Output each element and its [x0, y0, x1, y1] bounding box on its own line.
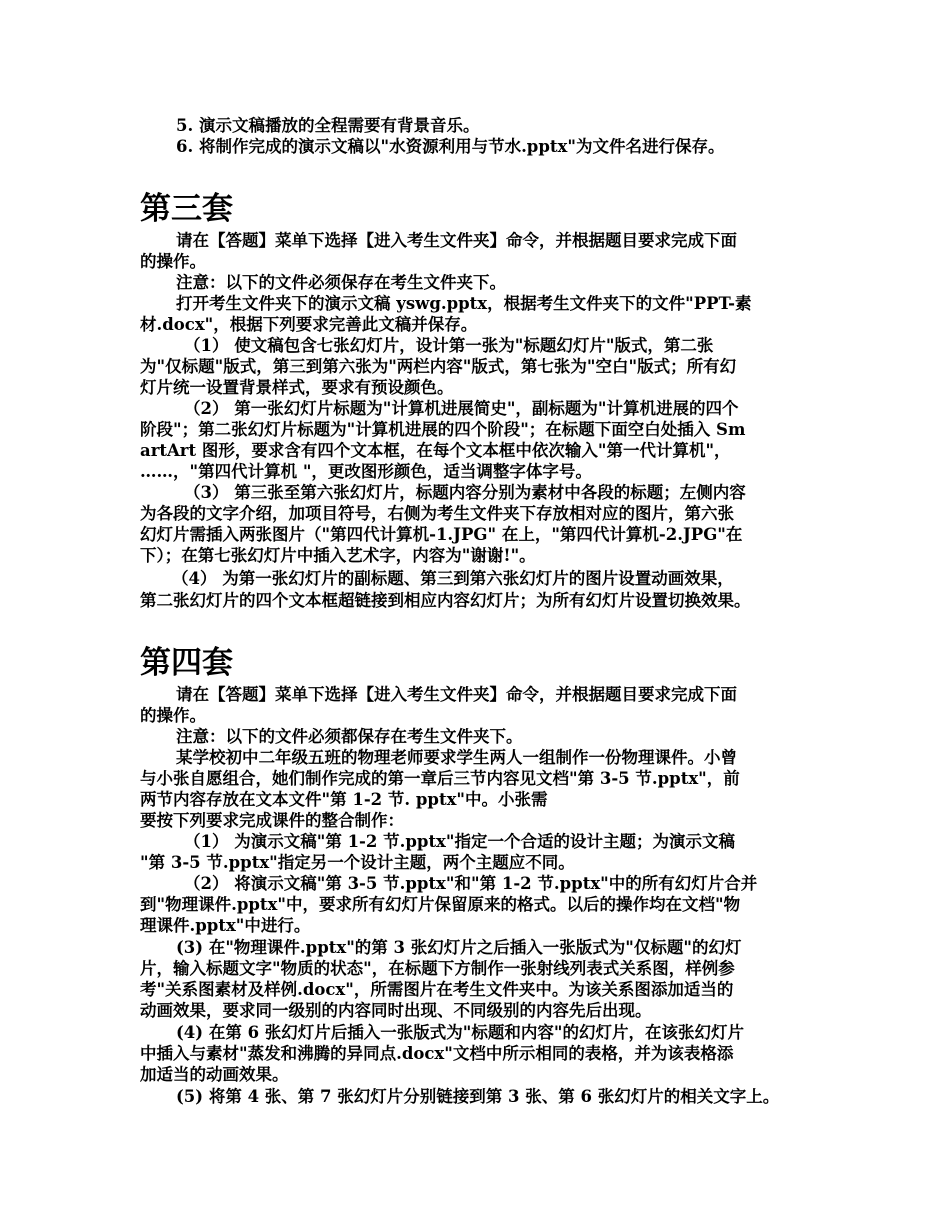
set3-line-7: 灯片统一设置背景样式，要求有预设颜色。	[140, 378, 454, 397]
set3-line-3: 打开考生文件夹下的演示文稿 yswg.pptx，根据考生文件夹下的文件"PPT-素	[176, 294, 752, 313]
list-item-5: 5. 演示文稿播放的全程需要有背景音乐。	[176, 116, 480, 135]
set4-line-10: 到"物理课件.pptx"中，要求所有幻灯片保留原来的格式。以后的操作均在文档"物	[140, 895, 741, 914]
set4-line-14: 考"关系图素材及样例.docx"，所需图片在考生文件夹中。为该关系图添加适当的	[140, 980, 734, 999]
set4-line-12: (3) 在"物理课件.pptx"的第 3 张幻灯片之后插入一张版式为"仅标题"的幻灯	[176, 938, 742, 957]
set4-line-9: （2） 将演示文稿"第 3-5 节.pptx"和"第 1-2 节.pptx"中的所有幻灯片合并	[184, 874, 758, 893]
set3-line-5: （1） 使文稿包含七张幻灯片，设计第一张为"标题幻灯片"版式，第二张	[184, 336, 714, 355]
list-item-6: 6. 将制作完成的演示文稿以"水资源利用与节水.pptx"为文件名进行保存。	[176, 137, 725, 156]
set3-line-8: （2） 第一张幻灯片标题为"计算机进展简史"，副标题为"计算机进展的四个	[184, 399, 739, 418]
set4-line-5: 两节内容存放在文本文件"第 1-2 节. pptx"中。小张需	[140, 790, 548, 809]
set4-line-11: 理课件.pptx"中进行。	[140, 916, 311, 935]
set3-line-12: （3） 第三张至第六张幻灯片，标题内容分别为素材中各段的标题；左侧内容	[184, 483, 746, 502]
set4-line-17: 中插入与素材"蒸发和沸腾的异同点.docx"文档中所示相同的表格，并为该表格添	[140, 1044, 734, 1063]
set3-line-17: 第二张幻灯片的四个文本框超链接到相应内容幻灯片；为所有幻灯片设置切换效果。	[140, 591, 751, 610]
set3-line-14: 幻灯片需插入两张图片（"第四代计算机-1.JPG" 在上，"第四代计算机-2.JPG"在	[140, 525, 743, 544]
set3-line-6: 为"仅标题"版式，第三到第六张为"两栏内容"版式，第七张为"空白"版式；所有幻	[140, 357, 737, 376]
set3-line-2: 注意：以下的文件必须保存在考生文件夹下。	[176, 273, 506, 292]
set3-line-9: 阶段"；第二张幻灯片标题为"计算机进展的四个阶段"；在标题下面空白处插入 Sm	[140, 420, 746, 439]
set3-line-16: （4） 为第一张幻灯片的副标题、第三到第六张幻灯片的图片设置动画效果，	[172, 569, 734, 588]
set4-line-4: 与小张自愿组合，她们制作完成的第一章后三节内容见文档"第 3-5 节.pptx"，前	[140, 769, 740, 788]
set4-line-18: 加适当的动画效果。	[140, 1065, 289, 1084]
set4-line-8: "第 3-5 节.pptx"指定另一个设计主题，两个主题应不同。	[140, 853, 575, 872]
set4-line-15: 动画效果，要求同一级别的内容同时出现、不同级别的内容先后出现。	[140, 1001, 652, 1020]
set4-line-16: (4) 在第 6 张幻灯片后插入一张版式为"标题和内容"的幻灯片，在该张幻灯片	[176, 1023, 745, 1042]
set3-line-4: 材.docx"，根据下列要求完善此文稿并保存。	[140, 315, 478, 334]
set4-line-1: 的操作。	[140, 706, 206, 725]
set3-line-1: 的操作。	[140, 252, 206, 271]
section-title-set4: 第四套	[140, 645, 233, 681]
set3-line-15: 下）；在第七张幻灯片中插入艺术字，内容为"谢谢!"。	[140, 546, 536, 565]
set3-line-0: 请在【答题】菜单下选择【进入考生文件夹】命令，并根据题目要求完成下面	[176, 231, 737, 250]
set4-line-19: (5) 将第 4 张、第 7 张幻灯片分别链接到第 3 张、第 6 张幻灯片的相关文字上。	[176, 1087, 780, 1106]
set3-line-10: artArt 图形，要求含有四个文本框，在每个文本框中依次输入"第一代计算机"，	[140, 441, 731, 460]
set3-line-13: 为各段的文字介绍，加项目符号，右侧为考生文件夹下存放相对应的图片，第六张	[140, 504, 734, 523]
set4-line-13: 片，输入标题文字"物质的状态"，在标题下方制作一张射线列表式关系图，样例参	[140, 959, 735, 978]
section-title-set3: 第三套	[140, 191, 233, 227]
set4-line-0: 请在【答题】菜单下选择【进入考生文件夹】命令，并根据题目要求完成下面	[176, 685, 737, 704]
set4-line-2: 注意：以下的文件必须都保存在考生文件夹下。	[176, 727, 523, 746]
set4-line-6: 要按下列要求完成课件的整合制作：	[140, 811, 404, 830]
set3-line-11: ……，"第四代计算机 "，更改图形颜色，适当调整字体字号。	[140, 462, 592, 481]
set4-line-7: （1） 为演示文稿"第 1-2 节.pptx"指定一个合适的设计主题；为演示文稿	[184, 832, 735, 851]
set4-line-3: 某学校初中二年级五班的物理老师要求学生两人一组制作一份物理课件。小曾	[176, 748, 737, 767]
